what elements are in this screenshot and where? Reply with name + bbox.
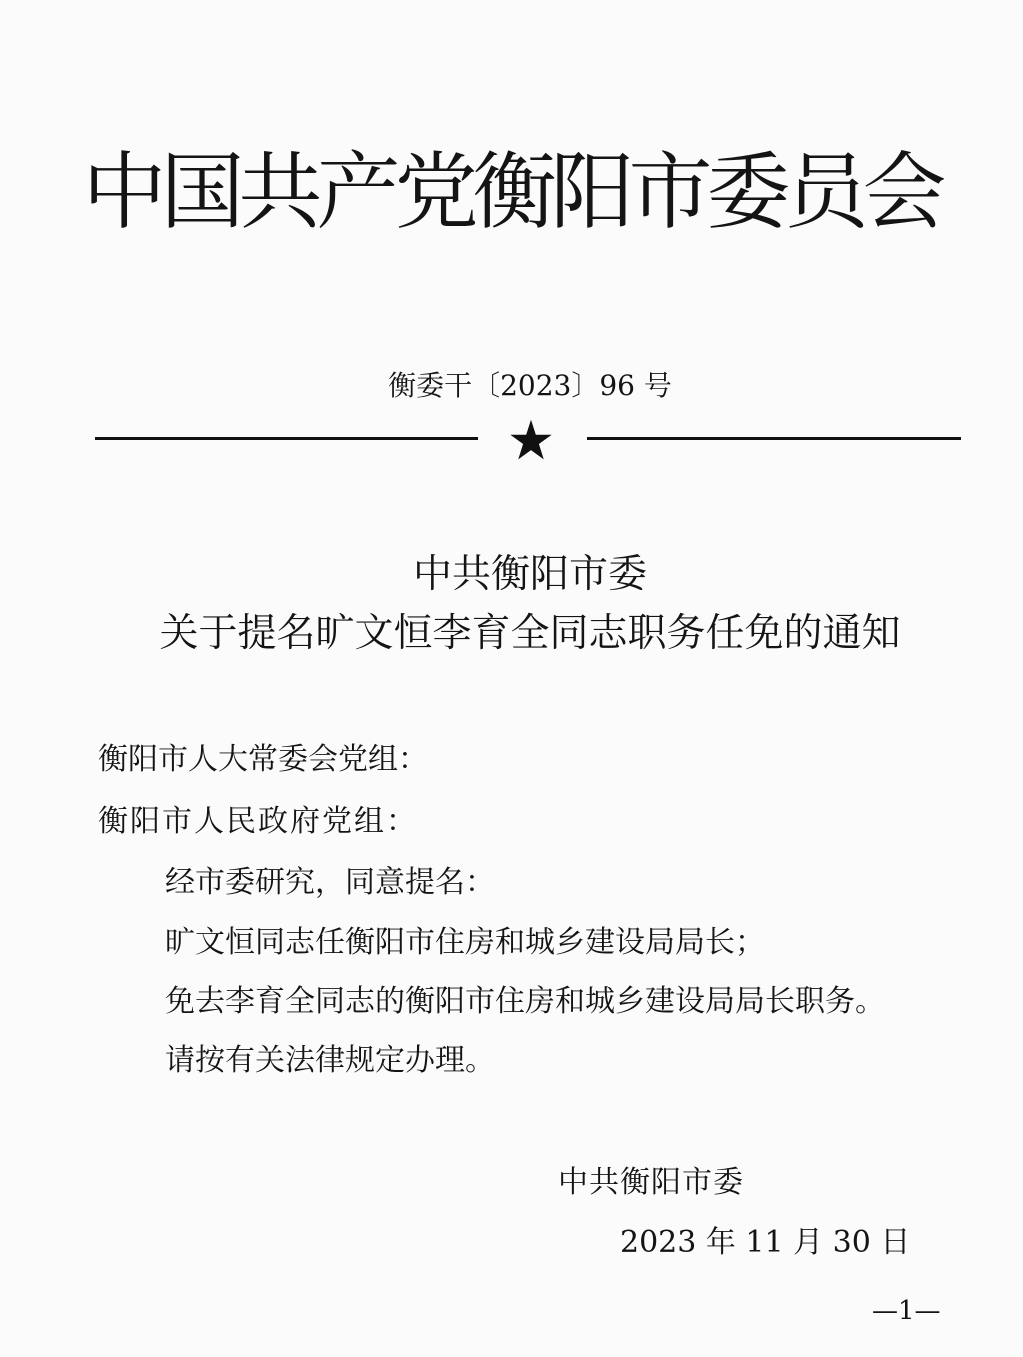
body-paragraph: 免去李育全同志的衡阳市住房和城乡建设局局长职务。 [165, 984, 885, 1019]
document-number: 衡委干〔2023〕96 号 [388, 369, 672, 402]
body-paragraph: 旷文恒同志任衡阳市住房和城乡建设局局长； [165, 925, 765, 960]
recipient-line: 衡阳市人大常委会党组： [98, 742, 428, 777]
signature-issuer: 中共衡阳市委 [558, 1165, 744, 1200]
page-number: —1— [872, 1296, 941, 1326]
body-paragraph: 经市委研究，同意提名： [165, 865, 495, 900]
body-paragraph: 请按有关法律规定办理。 [165, 1043, 495, 1078]
star-icon [509, 418, 553, 462]
header-rule-right [587, 437, 961, 440]
document-header-title: 中国共产党衡阳市委员会 [82, 143, 941, 241]
header-rule-left [95, 437, 478, 440]
recipient-line: 衡阳市人民政府党组： [98, 804, 418, 839]
notice-title-subject: 关于提名旷文恒李育全同志职务任免的通知 [159, 611, 901, 656]
notice-title-issuer: 中共衡阳市委 [412, 552, 647, 597]
signature-date: 2023 年 11 月 30 日 [620, 1225, 911, 1260]
